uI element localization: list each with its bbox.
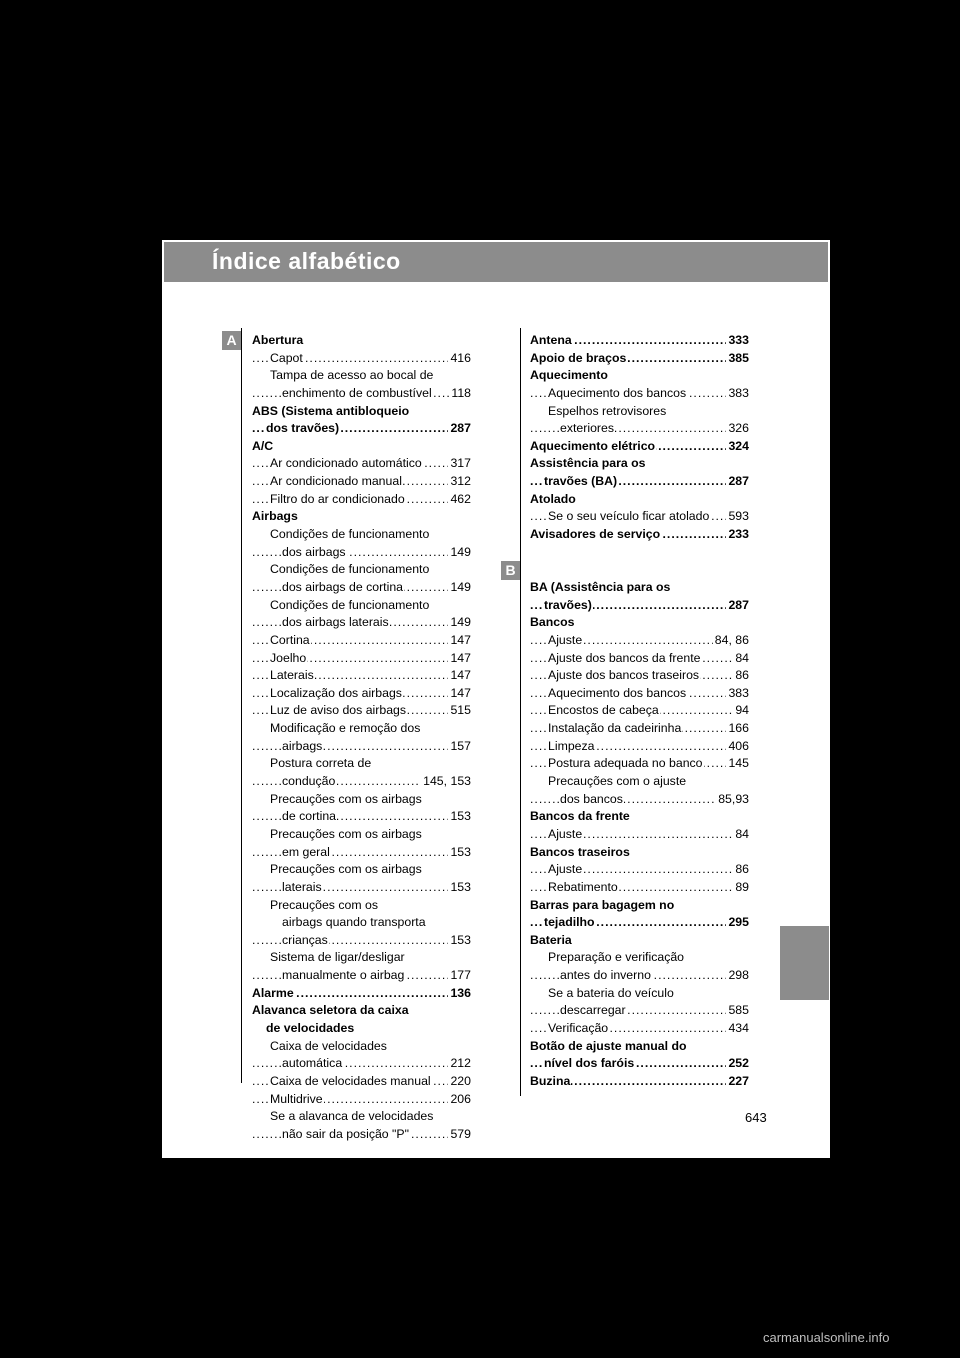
index-entry bbox=[252, 949, 471, 967]
index-entry bbox=[530, 702, 749, 720]
entry-text: não sair da posição "P" bbox=[282, 1126, 409, 1141]
entry-page-number: 157 bbox=[448, 738, 471, 756]
entry-page-number: 287 bbox=[726, 597, 749, 615]
index-entry bbox=[252, 879, 471, 897]
index-entry bbox=[530, 491, 749, 509]
index-entry bbox=[530, 455, 749, 473]
entry-text: Aquecimento elétrico bbox=[530, 438, 656, 453]
entry-text: Precauções com os airbags bbox=[270, 791, 422, 806]
index-column-left bbox=[252, 332, 471, 1143]
entry-text: Modificação e remoção dos bbox=[270, 721, 421, 736]
index-entry bbox=[252, 808, 471, 826]
entry-text: Joelho bbox=[270, 650, 307, 665]
entry-page-number: 147 bbox=[448, 667, 471, 685]
entry-text: Bancos bbox=[530, 615, 575, 630]
index-entry bbox=[252, 755, 471, 773]
index-entry bbox=[530, 685, 749, 703]
entry-page-number: 85,93 bbox=[716, 791, 749, 809]
index-entry bbox=[530, 438, 749, 456]
index-entry bbox=[252, 932, 471, 950]
entry-page-number: 84 bbox=[733, 650, 749, 668]
entry-text: dos airbags bbox=[282, 544, 346, 559]
entry-text: Cortina bbox=[270, 632, 310, 647]
entry-text: Caixa de velocidades manual bbox=[270, 1073, 431, 1088]
entry-text: Espelhos retrovisores bbox=[548, 403, 667, 418]
index-entry bbox=[530, 897, 749, 915]
index-entry bbox=[530, 667, 749, 685]
entry-text: Sistema de ligar/desligar bbox=[270, 950, 405, 965]
index-entry bbox=[252, 491, 471, 509]
index-entry bbox=[252, 1126, 471, 1144]
index-entry bbox=[252, 1055, 471, 1073]
entry-page-number: 145 bbox=[726, 755, 749, 773]
entry-text: Caixa de velocidades bbox=[270, 1038, 387, 1053]
index-entry bbox=[530, 1055, 749, 1073]
index-entry bbox=[252, 844, 471, 862]
index-entry bbox=[252, 1073, 471, 1091]
index-entry bbox=[252, 367, 471, 385]
entry-text: Se o seu veículo ficar atolado bbox=[548, 509, 710, 524]
index-entry bbox=[252, 897, 471, 915]
entry-page-number: 206 bbox=[448, 1091, 471, 1109]
entry-page-number: 220 bbox=[448, 1073, 471, 1091]
index-entry bbox=[530, 579, 749, 597]
entry-page-number: 84 bbox=[733, 826, 749, 844]
index-entry bbox=[530, 861, 749, 879]
entry-text: Postura adequada no banco bbox=[548, 756, 703, 771]
entry-text: Verificação bbox=[548, 1020, 609, 1035]
entry-text: Alavanca seletora da caixa bbox=[252, 1003, 409, 1018]
index-entry bbox=[252, 985, 471, 1003]
entry-page-number: 298 bbox=[726, 967, 749, 985]
index-entry bbox=[530, 1002, 749, 1020]
entry-page-number: 153 bbox=[448, 844, 471, 862]
entry-page-number: 383 bbox=[726, 385, 749, 403]
watermark-text: carmanualsonline.info bbox=[763, 1330, 890, 1345]
entry-text: Avisadores de serviço bbox=[530, 527, 661, 542]
entry-page-number: 385 bbox=[726, 350, 749, 368]
entry-page-number: 585 bbox=[726, 1002, 749, 1020]
entry-text: Localização dos airbags bbox=[270, 685, 402, 700]
entry-text: de velocidades bbox=[266, 1020, 355, 1035]
index-entry bbox=[530, 526, 749, 544]
entry-text: airbags quando transporta bbox=[282, 915, 426, 930]
entry-text: dos travões) bbox=[266, 421, 340, 436]
index-entry bbox=[252, 597, 471, 615]
entry-text: Laterais bbox=[270, 668, 314, 683]
entry-text: Botão de ajuste manual do bbox=[530, 1038, 687, 1053]
entry-text: antes do inverno bbox=[560, 968, 651, 983]
entry-text: Bancos traseiros bbox=[530, 844, 630, 859]
entry-text: de cortina bbox=[282, 809, 337, 824]
entry-text: nível dos faróis bbox=[544, 1056, 635, 1071]
index-entry bbox=[530, 826, 749, 844]
index-entry bbox=[530, 473, 749, 491]
entry-text: Atolado bbox=[530, 491, 576, 506]
entry-text: Barras para bagagem no bbox=[530, 897, 675, 912]
entry-page-number: 233 bbox=[726, 526, 749, 544]
entry-text: Rebatimento bbox=[548, 879, 618, 894]
index-entry bbox=[530, 1038, 749, 1056]
entry-page-number: 406 bbox=[726, 738, 749, 756]
entry-page-number: 153 bbox=[448, 932, 471, 950]
entry-text: Limpeza bbox=[548, 738, 595, 753]
index-entry bbox=[252, 861, 471, 879]
index-entry bbox=[530, 985, 749, 1003]
entry-page-number: 333 bbox=[726, 332, 749, 350]
entry-text: Se a alavanca de velocidades bbox=[270, 1109, 434, 1124]
index-entry bbox=[530, 755, 749, 773]
index-entry bbox=[252, 667, 471, 685]
index-entry bbox=[530, 350, 749, 368]
entry-page-number: 434 bbox=[726, 1020, 749, 1038]
index-entry bbox=[252, 508, 471, 526]
index-entry bbox=[252, 403, 471, 421]
index-entry bbox=[252, 720, 471, 738]
entry-text: Precauções com o ajuste bbox=[548, 774, 687, 789]
entry-text: Condições de funcionamento bbox=[270, 562, 430, 577]
entry-text: Alarme bbox=[252, 985, 294, 1000]
entry-text: dos airbags de cortina bbox=[282, 579, 403, 594]
entry-text: Ajuste bbox=[548, 826, 583, 841]
entry-page-number: 149 bbox=[448, 579, 471, 597]
index-entry bbox=[530, 967, 749, 985]
column-divider-right bbox=[520, 328, 521, 1096]
index-entry bbox=[530, 420, 749, 438]
entry-text: Bancos da frente bbox=[530, 809, 630, 824]
entry-text: Se a bateria do veículo bbox=[548, 985, 674, 1000]
entry-text: Condições de funcionamento bbox=[270, 527, 430, 542]
index-entry bbox=[252, 650, 471, 668]
index-entry bbox=[252, 420, 471, 438]
entry-text: ABS (Sistema antibloqueio bbox=[252, 403, 410, 418]
entry-text: Postura correta de bbox=[270, 756, 372, 771]
index-entry bbox=[530, 650, 749, 668]
entry-page-number: 287 bbox=[448, 420, 471, 438]
entry-text: exteriores bbox=[560, 421, 614, 436]
entry-text: Buzina bbox=[530, 1073, 571, 1088]
entry-page-number: 177 bbox=[448, 967, 471, 985]
index-entry bbox=[252, 967, 471, 985]
index-entry bbox=[530, 738, 749, 756]
entry-page-number: 84, 86 bbox=[713, 632, 749, 650]
index-entry bbox=[530, 544, 749, 562]
index-entry bbox=[252, 614, 471, 632]
entry-text: Ajuste dos bancos traseiros bbox=[548, 668, 700, 683]
entry-page-number: 326 bbox=[726, 420, 749, 438]
entry-text: tejadilho bbox=[544, 915, 595, 930]
entry-text: Filtro do ar condicionado bbox=[270, 491, 405, 506]
entry-text: dos airbags laterais bbox=[282, 615, 389, 630]
index-entry bbox=[252, 1020, 471, 1038]
page-title: Índice alfabético bbox=[212, 248, 401, 274]
entry-page-number: 145, 153 bbox=[421, 773, 471, 791]
entry-page-number: 295 bbox=[726, 914, 749, 932]
entry-page-number: 147 bbox=[448, 685, 471, 703]
entry-page-number: 416 bbox=[448, 350, 471, 368]
index-entry bbox=[252, 702, 471, 720]
entry-page-number: 227 bbox=[726, 1073, 749, 1091]
entry-page-number: 149 bbox=[448, 544, 471, 562]
entry-text: Precauções com os bbox=[270, 897, 378, 912]
entry-page-number: 383 bbox=[726, 685, 749, 703]
index-entry bbox=[530, 597, 749, 615]
letter-marker-b: B bbox=[501, 561, 520, 580]
index-entry bbox=[530, 949, 749, 967]
index-entry bbox=[530, 914, 749, 932]
entry-page-number: 166 bbox=[726, 720, 749, 738]
entry-text: enchimento de combustível bbox=[282, 385, 432, 400]
entry-page-number: 118 bbox=[449, 385, 471, 403]
column-divider-left bbox=[241, 328, 242, 1083]
index-entry bbox=[252, 561, 471, 579]
entry-text: Multidrive bbox=[270, 1091, 323, 1106]
index-entry bbox=[530, 879, 749, 897]
entry-page-number: 312 bbox=[448, 473, 471, 491]
index-entry bbox=[530, 403, 749, 421]
index-entry bbox=[252, 685, 471, 703]
entry-page-number: 515 bbox=[448, 702, 471, 720]
index-entry bbox=[530, 791, 749, 809]
entry-text: A/C bbox=[252, 438, 274, 453]
entry-text: Ajuste bbox=[548, 862, 583, 877]
entry-text: BA (Assistência para os bbox=[530, 579, 671, 594]
entry-text: Tampa de acesso ao bocal de bbox=[270, 368, 434, 383]
entry-page-number: 147 bbox=[448, 650, 471, 668]
entry-text: manualmente o airbag bbox=[282, 968, 405, 983]
index-entry bbox=[530, 385, 749, 403]
index-entry bbox=[252, 579, 471, 597]
entry-text: Antena bbox=[530, 333, 572, 347]
entry-text: Aquecimento dos bancos bbox=[548, 385, 687, 400]
entry-page-number: 252 bbox=[726, 1055, 749, 1073]
entry-page-number: 94 bbox=[733, 702, 749, 720]
entry-page-number: 579 bbox=[448, 1126, 471, 1144]
index-entry bbox=[530, 808, 749, 826]
entry-text: Precauções com os airbags bbox=[270, 826, 422, 841]
entry-text: laterais bbox=[282, 879, 322, 894]
entry-text: Ajuste dos bancos da frente bbox=[548, 650, 701, 665]
entry-page-number: 153 bbox=[448, 879, 471, 897]
entry-page-number: 593 bbox=[726, 508, 749, 526]
entry-text: crianças bbox=[282, 932, 328, 947]
index-entry bbox=[252, 473, 471, 491]
index-entry bbox=[252, 773, 471, 791]
entry-text: travões) bbox=[544, 597, 592, 612]
entry-page-number: 317 bbox=[448, 455, 471, 473]
index-entry bbox=[252, 1038, 471, 1056]
entry-text: Ar condicionado manual bbox=[270, 474, 402, 489]
index-entry bbox=[530, 1073, 749, 1091]
index-entry bbox=[530, 332, 749, 350]
entry-text: Ar condicionado automático bbox=[270, 456, 422, 471]
index-entry bbox=[252, 632, 471, 650]
entry-text: Aquecimento dos bancos bbox=[548, 685, 687, 700]
entry-text: Ajuste bbox=[548, 632, 583, 647]
entry-text: Airbags bbox=[252, 509, 298, 524]
entry-text: Encostos de cabeça bbox=[548, 703, 659, 718]
entry-text: Condições de funcionamento bbox=[270, 597, 430, 612]
entry-text: em geral bbox=[282, 844, 330, 859]
entry-page-number: 324 bbox=[726, 438, 749, 456]
index-entry bbox=[252, 791, 471, 809]
index-entry bbox=[252, 738, 471, 756]
index-entry bbox=[530, 720, 749, 738]
index-entry bbox=[530, 632, 749, 650]
entry-page-number: 86 bbox=[733, 667, 749, 685]
entry-text: Capot bbox=[270, 350, 303, 365]
entry-text: Bateria bbox=[530, 932, 572, 947]
index-entry bbox=[252, 526, 471, 544]
letter-marker-a: A bbox=[222, 331, 241, 350]
entry-page-number: 89 bbox=[733, 879, 749, 897]
index-entry bbox=[252, 438, 471, 456]
entry-page-number: 149 bbox=[448, 614, 471, 632]
entry-text: Abertura bbox=[252, 333, 304, 347]
index-entry bbox=[252, 1091, 471, 1109]
entry-text: automática bbox=[282, 1056, 343, 1071]
entry-page-number: 212 bbox=[448, 1055, 471, 1073]
index-entry bbox=[530, 773, 749, 791]
index-entry bbox=[252, 544, 471, 562]
index-entry bbox=[252, 350, 471, 368]
index-entry bbox=[530, 508, 749, 526]
index-entry bbox=[252, 332, 471, 350]
entry-text: airbags bbox=[282, 738, 323, 753]
index-entry bbox=[530, 932, 749, 950]
entry-page-number: 147 bbox=[448, 632, 471, 650]
entry-page-number: 136 bbox=[448, 985, 471, 1003]
index-entry bbox=[530, 367, 749, 385]
entry-text: travões (BA) bbox=[544, 474, 618, 489]
entry-page-number: 287 bbox=[726, 473, 749, 491]
index-entry bbox=[530, 614, 749, 632]
index-entry bbox=[252, 455, 471, 473]
header-bar bbox=[164, 242, 828, 282]
entry-text: descarregar bbox=[560, 1003, 626, 1018]
entry-text: Preparação e verificação bbox=[548, 950, 685, 965]
section-tab bbox=[780, 926, 829, 1000]
index-entry bbox=[530, 561, 749, 579]
index-entry bbox=[252, 914, 471, 932]
entry-text: Aquecimento bbox=[530, 368, 608, 383]
index-entry bbox=[530, 844, 749, 862]
index-entry bbox=[252, 826, 471, 844]
entry-page-number: 153 bbox=[448, 808, 471, 826]
entry-text: condução bbox=[282, 774, 336, 789]
page-number: 643 bbox=[745, 1110, 767, 1125]
entry-page-number: 86 bbox=[733, 861, 749, 879]
entry-text: Assistência para os bbox=[530, 456, 646, 471]
index-entry bbox=[530, 1020, 749, 1038]
entry-page-number: 462 bbox=[448, 491, 471, 509]
entry-text: Instalação da cadeirinha bbox=[548, 721, 682, 736]
index-entry bbox=[252, 1108, 471, 1126]
entry-text: Apoio de braços bbox=[530, 350, 627, 365]
entry-text: dos bancos bbox=[560, 791, 623, 806]
index-column-right bbox=[530, 332, 749, 1091]
entry-text: Precauções com os airbags bbox=[270, 862, 422, 877]
entry-text: Luz de aviso dos airbags bbox=[270, 703, 407, 718]
index-entry bbox=[252, 1002, 471, 1020]
index-entry bbox=[252, 385, 471, 403]
